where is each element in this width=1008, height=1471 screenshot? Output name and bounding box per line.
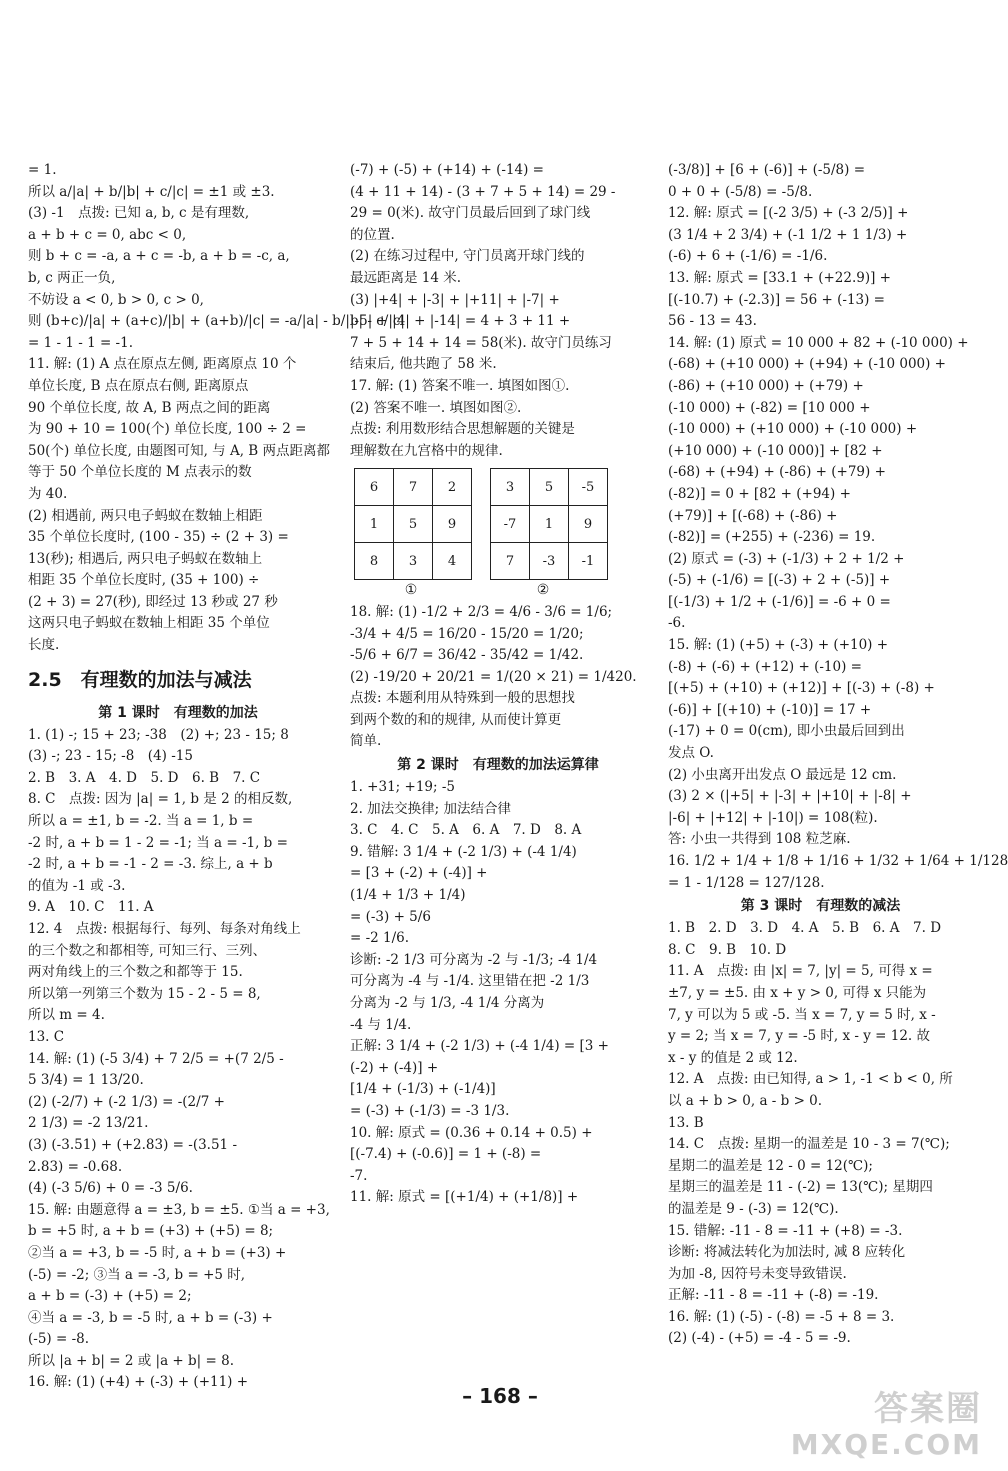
answer-line: ±7, y = ±5. 由 x + y > 0, 可得 x 只能为 bbox=[668, 984, 927, 1001]
magic-square-2 bbox=[490, 468, 608, 580]
answer-line: -7. bbox=[350, 1167, 368, 1184]
magic-square-1-label: ① bbox=[404, 582, 418, 599]
grid-row bbox=[355, 506, 472, 543]
answer-line: 2.83) = -0.68. bbox=[28, 1158, 123, 1175]
answer-line: 56 - 13 = 43. bbox=[668, 313, 757, 330]
answer-line: 13(秒); 相遇后, 两只电子蚂蚁在数轴上 bbox=[28, 550, 263, 567]
answer-line: 则 (b+c)/|a| + (a+c)/|b| + (a+b)/|c| = -a/|a| - b/|b| - c/|c| bbox=[28, 313, 405, 330]
grid-cell: 7 bbox=[491, 543, 530, 580]
answer-line: 2. B 3. A 4. D 5. D 6. B 7. C bbox=[28, 769, 261, 786]
answer-line: (3) -; 23 - 15; -8 (4) -15 bbox=[28, 748, 193, 765]
answer-line: ②当 a = +3, b = -5 时, a + b = (+3) + bbox=[28, 1244, 287, 1261]
answer-line: = [3 + (-2) + (-4)] + bbox=[350, 865, 488, 882]
answer-line: 所以 a = ±1, b = -2. 当 a = 1, b = bbox=[28, 813, 254, 830]
answer-line: 这两只电子蚂蚁在数轴上相距 35 个单位 bbox=[28, 615, 270, 632]
answer-line: (-5) + (-1/6) = [(-3) + 2 + (-5)] + bbox=[668, 572, 891, 589]
answer-line: 0 + 0 + (-5/8) = -5/8. bbox=[668, 183, 813, 200]
answer-line: [(-7.4) + (-0.6)] = 1 + (-8) = bbox=[350, 1146, 542, 1163]
grid-cell: 6 bbox=[355, 469, 394, 506]
answer-line: (-5) = -8. bbox=[28, 1331, 90, 1348]
answer-line: (-6)] + [(+10) + (-10)] = 17 + bbox=[668, 701, 872, 718]
answer-line: x - y 的值是 2 或 12. bbox=[668, 1049, 798, 1066]
answer-line: 13. 解: 原式 = [33.1 + (+22.9)] + bbox=[668, 269, 891, 286]
answer-line: 的温差是 9 - (-3) = 12(℃). bbox=[668, 1200, 839, 1217]
answer-line: 7 + 5 + 14 + 14 = 58(米). 故守门员练习 bbox=[350, 334, 612, 351]
answer-line: = -2 1/6. bbox=[350, 930, 410, 947]
lesson-3-title: 第 3 课时 有理数的减法 bbox=[740, 898, 901, 915]
answer-line: 3. C 4. C 5. A 6. A 7. D 8. A bbox=[350, 822, 582, 839]
answer-block-middle-mid bbox=[350, 602, 646, 753]
answer-line: 13. B bbox=[668, 1114, 704, 1131]
answer-line: 12. 解: 原式 = [(-2 3/5) + (-3 2/5)] + bbox=[668, 205, 909, 222]
answer-line: 18. 解: (1) -1/2 + 2/3 = 4/6 - 3/6 = 1/6; bbox=[350, 603, 613, 620]
answer-line: 7, y 可以为 5 或 -5. 当 x = 7, y = 5 时, x - bbox=[668, 1006, 936, 1023]
lesson-2-title: 第 2 课时 有理数的加法运算律 bbox=[397, 757, 599, 774]
answer-line: 正解: -11 - 8 = -11 + (-8) = -19. bbox=[668, 1287, 879, 1304]
answer-line: (3) |+4| + |-3| + |+11| + |-7| + bbox=[350, 291, 560, 308]
grid-cell: 7 bbox=[394, 469, 433, 506]
answer-line: (-8) + (-6) + (+12) + (-10) = bbox=[668, 658, 862, 675]
answer-line: (-68) + (+10 000) + (+94) + (-10 000) + bbox=[668, 356, 946, 373]
answer-line: (-17) + 0 = 0(cm), 即小虫最后回到出 bbox=[668, 723, 905, 740]
answer-line: (-3/8)] + [6 + (-6)] + (-5/8) = bbox=[668, 162, 866, 178]
grid-cell: 3 bbox=[491, 469, 530, 506]
answer-line: (-6) + 6 + (-1/6) = -1/6. bbox=[668, 248, 828, 265]
answer-line: a + b = (-3) + (+5) = 2; bbox=[28, 1288, 192, 1305]
answer-line: 长度. bbox=[28, 637, 60, 654]
grid-cell: 1 bbox=[355, 506, 394, 543]
answer-line: 35 个单位长度时, (100 - 35) ÷ (2 + 3) = bbox=[28, 529, 289, 546]
answer-line: = (-3) + (-1/3) = -3 1/3. bbox=[350, 1102, 510, 1119]
answer-line: 50(个) 单位长度, 由题图可知, 与 A, B 两点距离都 bbox=[28, 442, 331, 459]
answer-line: (1/4 + 1/3 + 1/4) bbox=[350, 887, 466, 904]
answer-line: = (-3) + 5/6 bbox=[350, 908, 431, 925]
answer-line: (-2) + (-4)] + bbox=[350, 1059, 439, 1076]
answer-line: (2) -19/20 + 20/21 = 1/(20 × 21) = 1/420. bbox=[350, 668, 637, 685]
answer-line: 的三个数之和都相等, 可知三行、三列、 bbox=[28, 942, 267, 959]
answer-line: (-10 000) + (+10 000) + (-10 000) + bbox=[668, 421, 918, 438]
answer-line: -2 时, a + b = -1 - 2 = -3. 综上, a + b bbox=[28, 856, 273, 873]
watermark-text: 答案圈 bbox=[874, 1389, 982, 1429]
answer-line: [(-1/3) + 1/2 + (-1/6)] = -6 + 0 = bbox=[668, 593, 891, 610]
answer-line: 答: 小虫一共得到 108 粒芝麻. bbox=[668, 831, 851, 848]
grid-cell: 2 bbox=[433, 469, 472, 506]
answer-line: [1/4 + (-1/3) + (-1/4)] bbox=[350, 1081, 496, 1098]
answer-line: (-86) + (+10 000) + (+79) + bbox=[668, 377, 864, 394]
answer-line: (3 1/4 + 2 3/4) + (-1 1/2 + 1 1/3) + bbox=[668, 226, 908, 243]
answer-line: 以 a + b > 0, a - b > 0. bbox=[668, 1092, 823, 1109]
grid-row bbox=[491, 506, 608, 543]
answer-line: 14. 解: (1) (-5 3/4) + 7 2/5 = +(7 2/5 - bbox=[28, 1050, 284, 1067]
answer-line: 12. 4 点拨: 根据每行、每列、每条对角线上 bbox=[28, 921, 301, 937]
answer-line: (2) 答案不唯一. 填图如图②. bbox=[350, 399, 522, 416]
answer-line: (-68) + (+94) + (-86) + (+79) + bbox=[668, 464, 886, 481]
answer-line: 8. C 点拨: 因为 |a| = 1, b 是 2 的相反数, bbox=[28, 791, 293, 808]
grid-row bbox=[355, 469, 472, 506]
answer-line: -6. bbox=[668, 615, 686, 632]
answer-line: (-7) + (-5) + (+14) + (-14) = bbox=[350, 162, 544, 178]
answer-line: (-5) = -2; ③当 a = -3, b = +5 时, bbox=[28, 1266, 246, 1283]
grid-cell: 9 bbox=[569, 506, 608, 543]
magic-squares bbox=[354, 468, 646, 580]
answer-line: 可分离为 -4 与 -1/4. 这里错在把 -2 1/3 bbox=[350, 973, 590, 990]
section-title: 2.5 有理数的加法与减法 bbox=[28, 668, 252, 691]
answer-line: (2) (-4) - (+5) = -4 - 5 = -9. bbox=[668, 1330, 851, 1347]
answer-line: (2 + 3) = 27(秒), 即经过 13 秒或 27 秒 bbox=[28, 593, 278, 610]
magic-square-labels bbox=[354, 580, 646, 602]
answer-line: 15. 解: (1) (+5) + (-3) + (+10) + bbox=[668, 637, 889, 654]
answer-line: 不妨设 a < 0, b > 0, c > 0, bbox=[28, 291, 204, 308]
grid-cell: 8 bbox=[355, 543, 394, 580]
answer-line: 16. 解: (1) (+4) + (-3) + (+11) + bbox=[28, 1374, 249, 1391]
answer-line: 到两个数的和的规律, 从而使计算更 bbox=[350, 711, 562, 728]
answer-line: = 1 - 1 - 1 = -1. bbox=[28, 334, 133, 351]
answer-line: 则 b + c = -a, a + c = -b, a + b = -c, a, bbox=[28, 248, 290, 265]
answer-line: |-6| + |+12| + |-10|) = 108(粒). bbox=[668, 809, 878, 826]
answer-line: -5/6 + 6/7 = 36/42 - 35/42 = 1/42. bbox=[350, 647, 584, 664]
watermark-logo bbox=[791, 1391, 982, 1463]
answer-line: y = 2; 当 x = 7, y = -5 时, x - y = 12. 故 bbox=[668, 1028, 931, 1045]
answer-line: 为加 -8, 因符号未变导致错误. bbox=[668, 1265, 847, 1282]
answer-line: 分离为 -2 与 1/3, -4 1/4 分离为 bbox=[350, 995, 545, 1011]
answer-line: 星期三的温差是 11 - (-2) = 13(℃); 星期四 bbox=[668, 1179, 933, 1196]
grid-row bbox=[355, 543, 472, 580]
answer-block-left-bottom bbox=[28, 725, 328, 1394]
grid-cell: 5 bbox=[394, 506, 433, 543]
answer-line: 为 90 + 10 = 100(个) 单位长度, 100 ÷ 2 = bbox=[28, 421, 307, 438]
answer-line: 点拨: 本题利用从特殊到一般的思想找 bbox=[350, 690, 575, 707]
answer-line: (2) 原式 = (-3) + (-1/3) + 2 + 1/2 + bbox=[668, 550, 905, 567]
column-middle bbox=[350, 160, 646, 1209]
answer-line: [(+5) + (+10) + (+12)] + [(-3) + (-8) + bbox=[668, 680, 935, 697]
answer-line: (-82)] = (+255) + (-236) = 19. bbox=[668, 529, 876, 546]
answer-line: (+10 000) + (-10 000)] + [82 + bbox=[668, 442, 883, 459]
grid-cell: -7 bbox=[491, 506, 530, 543]
answer-line: 1. +31; +19; -5 bbox=[350, 779, 455, 796]
answer-line: 星期二的温差是 12 - 0 = 12(℃); bbox=[668, 1157, 873, 1174]
answer-line: 的位置. bbox=[350, 226, 395, 243]
answer-line: (2) 小虫离开出发点 O 最远是 12 cm. bbox=[668, 766, 897, 783]
answer-line: (4) (-3 5/6) + 0 = -3 5/6. bbox=[28, 1180, 193, 1197]
answer-line: 9. A 10. C 11. A bbox=[28, 899, 154, 916]
answer-line: 14. 解: (1) 原式 = 10 000 + 82 + (-10 000) + bbox=[668, 334, 969, 351]
answer-line: 点拨: 利用数形结合思想解题的关键是 bbox=[350, 421, 575, 438]
answer-line: -2 时, a + b = 1 - 2 = -1; 当 a = -1, b = bbox=[28, 834, 288, 851]
answer-line: 为 40. bbox=[28, 485, 68, 502]
answer-line: = 1. bbox=[28, 162, 57, 178]
answer-line: [(-10.7) + (-2.3)] = 56 + (-13) = bbox=[668, 291, 885, 308]
answer-line: 诊断: 将减法转化为加法时, 减 8 应转化 bbox=[668, 1244, 906, 1261]
answer-line: 17. 解: (1) 答案不唯一. 填图如图①. bbox=[350, 377, 570, 394]
grid-cell: 9 bbox=[433, 506, 472, 543]
column-right bbox=[668, 160, 1008, 1350]
magic-square-1 bbox=[354, 468, 472, 580]
answer-line: 发点 O. bbox=[668, 745, 714, 762]
grid-row bbox=[491, 543, 608, 580]
answer-line: (+79)] + [(-68) + (-86) + bbox=[668, 507, 838, 524]
answer-line: 8. C 9. B 10. D bbox=[668, 941, 787, 958]
answer-line: (3) 2 × (|+5| + |-3| + |+10| + |-8| + bbox=[668, 788, 912, 805]
answer-block-middle-bottom bbox=[350, 777, 646, 1209]
answer-line: = 1 - 1/128 = 127/128. bbox=[668, 874, 825, 891]
grid-cell: 1 bbox=[530, 506, 569, 543]
answer-line: 1. B 2. D 3. D 4. A 5. B 6. A 7. D bbox=[668, 920, 942, 937]
answer-block-right-bottom bbox=[668, 918, 973, 1350]
grid-cell: -1 bbox=[569, 543, 608, 580]
answer-line: 12. A 点拨: 由已知得, a > 1, -1 < b < 0, 所 bbox=[668, 1071, 953, 1088]
answer-line: (4 + 11 + 14) - (3 + 7 + 5 + 14) = 29 - bbox=[350, 183, 616, 200]
answer-line: 11. A 点拨: 由 |x| = 7, |y| = 5, 可得 x = bbox=[668, 963, 933, 980]
grid-cell: 4 bbox=[433, 543, 472, 580]
answer-line: 16. 解: (1) (-5) - (-8) = -5 + 8 = 3. bbox=[668, 1308, 895, 1325]
answer-line: 所以 |a + b| = 2 或 |a + b| = 8. bbox=[28, 1352, 234, 1369]
answer-line: 5 3/4) = 1 13/20. bbox=[28, 1072, 144, 1089]
answer-line: -4 与 1/4. bbox=[350, 1016, 412, 1033]
answer-line: (2) 在练习过程中, 守门员离开球门线的 bbox=[350, 248, 585, 265]
answer-line: 所以 a/|a| + b/|b| + c/|c| = ±1 或 ±3. bbox=[28, 183, 275, 200]
answer-line: 结束后, 他共跑了 58 米. bbox=[350, 356, 497, 373]
page-number: – 168 – bbox=[462, 1384, 538, 1408]
answer-line: 的值为 -1 或 -3. bbox=[28, 877, 126, 894]
answer-line: 13. C bbox=[28, 1028, 65, 1045]
answer-line: 2. 加法交换律; 加法结合律 bbox=[350, 800, 512, 817]
answer-line: 9. 错解: 3 1/4 + (-2 1/3) + (-4 1/4) bbox=[350, 843, 577, 860]
answer-line: 11. 解: (1) A 点在原点左侧, 距离原点 10 个 bbox=[28, 356, 297, 373]
answer-line: 等于 50 个单位长度的 M 点表示的数 bbox=[28, 464, 252, 481]
answer-line: 相距 35 个单位长度时, (35 + 100) ÷ bbox=[28, 572, 260, 589]
answer-line: 简单. bbox=[350, 733, 382, 750]
answer-line: -3/4 + 4/5 = 16/20 - 15/20 = 1/20; bbox=[350, 625, 584, 642]
answer-line: 正解: 3 1/4 + (-2 1/3) + (-4 1/4) = [3 + bbox=[350, 1038, 609, 1055]
answer-line: (2) (-2/7) + (-2 1/3) = -(2/7 + bbox=[28, 1093, 225, 1110]
lesson-1-title: 第 1 课时 有理数的加法 bbox=[98, 704, 258, 721]
answer-line: 所以第一列第三个数为 15 - 2 - 5 = 8, bbox=[28, 985, 261, 1002]
answer-line: (3) (-3.51) + (+2.83) = -(3.51 - bbox=[28, 1136, 237, 1153]
grid-cell: -3 bbox=[530, 543, 569, 580]
answer-line: 2 1/3) = -2 13/21. bbox=[28, 1115, 149, 1132]
answer-block-right-top bbox=[668, 160, 1008, 894]
answer-line: 1. (1) -; 15 + 23; -38 (2) +; 23 - 15; 8 bbox=[28, 726, 289, 743]
answer-line: 29 = 0(米). 故守门员最后回到了球门线 bbox=[350, 205, 591, 222]
grid-row bbox=[491, 469, 608, 506]
answer-line: a + b + c = 0, abc < 0, bbox=[28, 226, 187, 243]
answer-line: b, c 两正一负, bbox=[28, 269, 116, 286]
answer-line: |-5| + |4| + |-14| = 4 + 3 + 11 + bbox=[350, 313, 571, 330]
answer-line: 理解数在九宫格中的规律. bbox=[350, 442, 503, 459]
answer-line: 16. 1/2 + 1/4 + 1/8 + 1/16 + 1/32 + 1/64 + 1/128 bbox=[668, 853, 1008, 869]
answer-line: 两对角线上的三个数之和都等于 15. bbox=[28, 964, 243, 981]
answer-line: 单位长度, B 点在原点右侧, 距离原点 bbox=[28, 377, 249, 394]
grid-cell: 3 bbox=[394, 543, 433, 580]
answer-line: 最远距离是 14 米. bbox=[350, 269, 462, 286]
answer-line: b = +5 时, a + b = (+3) + (+5) = 8; bbox=[28, 1223, 274, 1240]
answer-line: 14. C 点拨: 星期一的温差是 10 - 3 = 7(℃); bbox=[668, 1136, 950, 1153]
answer-line: 诊断: -2 1/3 可分离为 -2 与 -1/3; -4 1/4 bbox=[350, 951, 598, 968]
answer-line: 15. 错解: -11 - 8 = -11 + (+8) = -3. bbox=[668, 1222, 903, 1239]
answer-line: 15. 解: 由题意得 a = ±3, b = ±5. ①当 a = +3, bbox=[28, 1201, 330, 1218]
answer-line: (2) 相遇前, 两只电子蚂蚁在数轴上相距 bbox=[28, 507, 263, 524]
answer-line: 10. 解: 原式 = (0.36 + 0.14 + 0.5) + bbox=[350, 1124, 593, 1141]
answer-line: ④当 a = -3, b = -5 时, a + b = (-3) + bbox=[28, 1309, 273, 1326]
answer-line: 11. 解: 原式 = [(+1/4) + (+1/8)] + bbox=[350, 1189, 579, 1206]
answer-line: (-10 000) + (-82) = [10 000 + bbox=[668, 399, 871, 416]
answer-block-middle-top bbox=[350, 160, 646, 462]
answer-line: 90 个单位长度, 故 A, B 两点之间的距离 bbox=[28, 399, 271, 416]
watermark-url: MXQE.COM bbox=[790, 1428, 982, 1461]
answer-line: 所以 m = 4. bbox=[28, 1007, 105, 1024]
answer-line: (-82)] = 0 + [82 + (+94) + bbox=[668, 485, 851, 502]
answer-line: (3) -1 点拨: 已知 a, b, c 是有理数, bbox=[28, 205, 250, 222]
grid-cell: 5 bbox=[530, 469, 569, 506]
magic-square-2-label: ② bbox=[536, 582, 550, 599]
grid-cell: -5 bbox=[569, 469, 608, 506]
